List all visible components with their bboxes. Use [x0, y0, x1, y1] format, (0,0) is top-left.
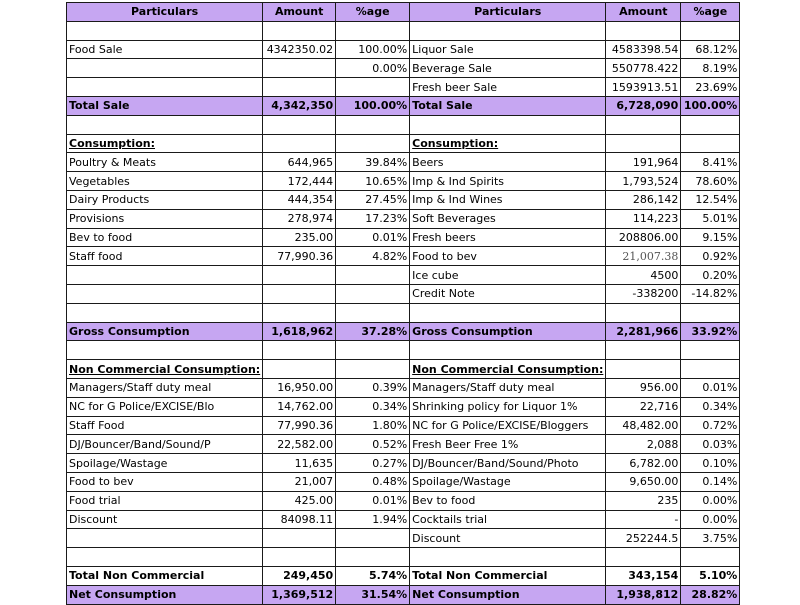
cell-right-particulars[interactable]: Cocktails trial: [410, 510, 606, 529]
cell-right-particulars[interactable]: Liquor Sale: [410, 40, 606, 59]
cell-right-amount[interactable]: 6,782.00: [606, 454, 681, 473]
cell-left-particulars[interactable]: Provisions: [67, 209, 263, 228]
cell-right-percentage[interactable]: [681, 548, 740, 567]
cell-left-amount[interactable]: 235.00: [263, 228, 336, 247]
cell-right-percentage[interactable]: 8.41%: [681, 153, 740, 172]
cell-left-particulars[interactable]: Consumption:: [67, 134, 263, 153]
cell-left-amount[interactable]: 22,582.00: [263, 435, 336, 454]
cell-left-percentage[interactable]: [336, 303, 410, 322]
cell-right-percentage[interactable]: 28.82%: [681, 585, 740, 604]
cell-left-percentage[interactable]: 37.28%: [336, 322, 410, 341]
cell-right-percentage[interactable]: [681, 341, 740, 360]
cell-left-amount[interactable]: 644,965: [263, 153, 336, 172]
cell-left-percentage[interactable]: [336, 115, 410, 134]
table-row: [67, 228, 740, 247]
cell-right-particulars[interactable]: Discount: [410, 529, 606, 548]
cell-left-amount[interactable]: 1,369,512: [263, 585, 336, 604]
report-table-body: [67, 3, 740, 605]
cell-right-amount[interactable]: 22,716: [606, 397, 681, 416]
table-row: [67, 510, 740, 529]
table-row: [67, 284, 740, 303]
cell-left-particulars[interactable]: Food to bev: [67, 472, 263, 491]
section-row: [67, 360, 740, 379]
cell-right-amount[interactable]: 235: [606, 491, 681, 510]
cell-right-amount[interactable]: 6,728,090: [606, 96, 681, 115]
cell-left-amount[interactable]: [263, 284, 336, 303]
cell-left-percentage[interactable]: [336, 21, 410, 40]
cell-right-particulars[interactable]: Ice cube: [410, 266, 606, 285]
cell-left-percentage[interactable]: [336, 341, 410, 360]
cell-right-percentage[interactable]: 0.72%: [681, 416, 740, 435]
cell-right-particulars[interactable]: NC for G Police/EXCISE/Bloggers: [410, 416, 606, 435]
blank-row: [67, 303, 740, 322]
cell-left-amount[interactable]: 84098.11: [263, 510, 336, 529]
blank-row: [67, 548, 740, 567]
cell-right-amount[interactable]: 4583398.54: [606, 40, 681, 59]
cell-right-percentage[interactable]: 3.75%: [681, 529, 740, 548]
cell-right-percentage[interactable]: 68.12%: [681, 40, 740, 59]
cell-left-percentage[interactable]: 0.01%: [336, 491, 410, 510]
cell-right-particulars[interactable]: Beverage Sale: [410, 59, 606, 78]
cell-right-particulars[interactable]: [410, 341, 606, 360]
header-left-particulars[interactable]: Particulars: [67, 3, 263, 22]
cell-right-amount[interactable]: 956.00: [606, 378, 681, 397]
cell-right-amount[interactable]: 114,223: [606, 209, 681, 228]
cell-right-amount[interactable]: [606, 21, 681, 40]
cell-right-percentage[interactable]: [681, 360, 740, 379]
cell-right-percentage[interactable]: [681, 134, 740, 153]
cell-right-particulars[interactable]: Managers/Staff duty meal: [410, 378, 606, 397]
cell-right-amount[interactable]: 2,281,966: [606, 322, 681, 341]
header-right-amount[interactable]: Amount: [606, 3, 681, 22]
cell-right-percentage[interactable]: 0.00%: [681, 491, 740, 510]
cell-right-percentage[interactable]: 23.69%: [681, 78, 740, 97]
cell-right-percentage[interactable]: 0.20%: [681, 266, 740, 285]
table-row: [67, 247, 740, 266]
cell-right-amount[interactable]: 343,154: [606, 566, 681, 585]
cell-right-percentage[interactable]: 5.10%: [681, 566, 740, 585]
cell-left-amount[interactable]: 14,762.00: [263, 397, 336, 416]
cell-right-particulars[interactable]: Non Commercial Consumption:: [410, 360, 606, 379]
blank-row: [67, 21, 740, 40]
cell-right-particulars[interactable]: Shrinking policy for Liquor 1%: [410, 397, 606, 416]
cell-right-particulars[interactable]: Imp & Ind Wines: [410, 190, 606, 209]
cell-right-percentage[interactable]: -14.82%: [681, 284, 740, 303]
cell-right-percentage[interactable]: 0.14%: [681, 472, 740, 491]
cell-right-particulars[interactable]: Total Non Commercial: [410, 566, 606, 585]
report-table: [66, 2, 740, 605]
cell-right-particulars[interactable]: Beers: [410, 153, 606, 172]
cell-right-amount[interactable]: [606, 134, 681, 153]
total-row: [67, 585, 740, 604]
cell-left-amount[interactable]: 16,950.00: [263, 378, 336, 397]
cell-left-percentage[interactable]: 0.48%: [336, 472, 410, 491]
cell-right-particulars[interactable]: Imp & Ind Spirits: [410, 172, 606, 191]
cell-left-amount[interactable]: [263, 529, 336, 548]
cell-right-percentage[interactable]: 0.01%: [681, 378, 740, 397]
header-row: [67, 3, 740, 22]
cell-right-amount[interactable]: 9,650.00: [606, 472, 681, 491]
section-row: [67, 134, 740, 153]
cell-left-amount[interactable]: 1,618,962: [263, 322, 336, 341]
table-row: [67, 153, 740, 172]
cell-right-percentage[interactable]: 33.92%: [681, 322, 740, 341]
cell-right-percentage[interactable]: 9.15%: [681, 228, 740, 247]
cell-left-amount[interactable]: [263, 134, 336, 153]
cell-left-percentage[interactable]: 39.84%: [336, 153, 410, 172]
table-row: [67, 59, 740, 78]
cell-right-particulars[interactable]: [410, 21, 606, 40]
table-row: [67, 566, 740, 585]
cell-left-amount[interactable]: [263, 548, 336, 567]
table-row: [67, 266, 740, 285]
cell-left-amount[interactable]: 4342350.02: [263, 40, 336, 59]
cell-right-amount[interactable]: 1,938,812: [606, 585, 681, 604]
cell-left-particulars[interactable]: Food Sale: [67, 40, 263, 59]
cell-left-amount[interactable]: 4,342,350: [263, 96, 336, 115]
cell-left-percentage[interactable]: 5.74%: [336, 566, 410, 585]
table-row: [67, 435, 740, 454]
cell-left-amount[interactable]: 11,635: [263, 454, 336, 473]
cell-left-amount[interactable]: 249,450: [263, 566, 336, 585]
cell-left-percentage[interactable]: 0.34%: [336, 397, 410, 416]
cell-right-particulars[interactable]: Spoilage/Wastage: [410, 472, 606, 491]
cell-right-amount[interactable]: 48,482.00: [606, 416, 681, 435]
cell-left-percentage[interactable]: 100.00%: [336, 40, 410, 59]
cell-right-percentage[interactable]: 0.92%: [681, 247, 740, 266]
cell-left-particulars[interactable]: Total Sale: [67, 96, 263, 115]
table-row: [67, 491, 740, 510]
cell-right-particulars[interactable]: [410, 548, 606, 567]
header-left-percentage[interactable]: %age: [336, 3, 410, 22]
cell-right-amount[interactable]: 2,088: [606, 435, 681, 454]
cell-right-amount[interactable]: [606, 548, 681, 567]
table-row: [67, 378, 740, 397]
cell-left-amount[interactable]: 278,974: [263, 209, 336, 228]
cell-left-percentage[interactable]: 0.01%: [336, 228, 410, 247]
cell-left-particulars[interactable]: DJ/Bouncer/Band/Sound/P: [67, 435, 263, 454]
cell-left-amount[interactable]: [263, 266, 336, 285]
cell-left-amount[interactable]: 77,990.36: [263, 416, 336, 435]
cell-left-amount[interactable]: 21,007: [263, 472, 336, 491]
cell-left-percentage[interactable]: [336, 134, 410, 153]
cell-left-particulars[interactable]: Food trial: [67, 491, 263, 510]
table-row: [67, 40, 740, 59]
cell-left-percentage[interactable]: [336, 266, 410, 285]
cell-left-percentage[interactable]: 27.45%: [336, 190, 410, 209]
cell-right-percentage[interactable]: 5.01%: [681, 209, 740, 228]
cell-left-percentage[interactable]: 31.54%: [336, 585, 410, 604]
table-row: [67, 454, 740, 473]
cell-left-amount[interactable]: [263, 341, 336, 360]
table-row: [67, 416, 740, 435]
cell-left-particulars[interactable]: [67, 21, 263, 40]
cell-left-percentage[interactable]: [336, 529, 410, 548]
header-left-amount[interactable]: Amount: [263, 3, 336, 22]
cell-right-amount[interactable]: -: [606, 510, 681, 529]
cell-left-percentage[interactable]: 10.65%: [336, 172, 410, 191]
cell-right-particulars[interactable]: [410, 115, 606, 134]
cell-right-percentage[interactable]: 0.34%: [681, 397, 740, 416]
cell-right-particulars[interactable]: Fresh Beer Free 1%: [410, 435, 606, 454]
cell-right-percentage[interactable]: 0.00%: [681, 510, 740, 529]
cell-left-amount[interactable]: [263, 360, 336, 379]
cell-left-particulars[interactable]: [67, 78, 263, 97]
cell-left-particulars[interactable]: [67, 284, 263, 303]
cell-right-amount[interactable]: 208806.00: [606, 228, 681, 247]
cell-right-amount[interactable]: 21,007.38: [606, 247, 681, 266]
table-row: [67, 397, 740, 416]
table-row: [67, 190, 740, 209]
cell-left-amount[interactable]: [263, 21, 336, 40]
cell-left-percentage[interactable]: 4.82%: [336, 247, 410, 266]
table-row: [67, 209, 740, 228]
cell-right-amount[interactable]: [606, 303, 681, 322]
cell-left-particulars[interactable]: [67, 266, 263, 285]
cell-right-percentage[interactable]: 0.10%: [681, 454, 740, 473]
cell-left-particulars[interactable]: Vegetables: [67, 172, 263, 191]
blank-row: [67, 115, 740, 134]
cell-right-particulars[interactable]: Consumption:: [410, 134, 606, 153]
cell-right-particulars[interactable]: Total Sale: [410, 96, 606, 115]
cell-right-particulars[interactable]: Food to bev: [410, 247, 606, 266]
cell-right-amount[interactable]: 4500: [606, 266, 681, 285]
cell-right-percentage[interactable]: 100.00%: [681, 96, 740, 115]
cell-left-amount[interactable]: [263, 303, 336, 322]
cell-left-amount[interactable]: 77,990.36: [263, 247, 336, 266]
cell-right-amount[interactable]: 1593913.51: [606, 78, 681, 97]
cell-left-particulars[interactable]: Managers/Staff duty meal: [67, 378, 263, 397]
cell-right-amount[interactable]: [606, 360, 681, 379]
cell-left-percentage[interactable]: 0.39%: [336, 378, 410, 397]
cell-left-percentage[interactable]: 1.94%: [336, 510, 410, 529]
cell-left-particulars[interactable]: Dairy Products: [67, 190, 263, 209]
cell-right-particulars[interactable]: Credit Note: [410, 284, 606, 303]
cell-left-particulars[interactable]: Net Consumption: [67, 585, 263, 604]
cell-right-percentage[interactable]: [681, 21, 740, 40]
cell-left-particulars[interactable]: Poultry & Meats: [67, 153, 263, 172]
cell-left-amount[interactable]: 172,444: [263, 172, 336, 191]
cell-right-percentage[interactable]: [681, 303, 740, 322]
cell-left-particulars[interactable]: [67, 59, 263, 78]
table-row: [67, 78, 740, 97]
cell-right-particulars[interactable]: Gross Consumption: [410, 322, 606, 341]
cell-right-particulars[interactable]: Fresh beers: [410, 228, 606, 247]
cell-left-percentage[interactable]: 0.00%: [336, 59, 410, 78]
cell-right-amount[interactable]: [606, 115, 681, 134]
cell-right-particulars[interactable]: Soft Beverages: [410, 209, 606, 228]
cell-right-amount[interactable]: 550778.422: [606, 59, 681, 78]
cell-right-amount[interactable]: 1,793,524: [606, 172, 681, 191]
table-row: [67, 172, 740, 191]
cell-left-particulars[interactable]: [67, 529, 263, 548]
table-row: [67, 472, 740, 491]
cell-left-percentage[interactable]: 0.27%: [336, 454, 410, 473]
cell-left-percentage[interactable]: [336, 548, 410, 567]
cell-right-amount[interactable]: -338200: [606, 284, 681, 303]
cell-left-particulars[interactable]: NC for G Police/EXCISE/Blo: [67, 397, 263, 416]
cell-left-particulars[interactable]: Staff Food: [67, 416, 263, 435]
table-row: [67, 529, 740, 548]
cell-left-particulars[interactable]: [67, 548, 263, 567]
cell-left-particulars[interactable]: [67, 115, 263, 134]
total-row: [67, 96, 740, 115]
cell-left-percentage[interactable]: 17.23%: [336, 209, 410, 228]
header-right-percentage[interactable]: %age: [681, 3, 740, 22]
cell-right-amount[interactable]: [606, 341, 681, 360]
cell-left-percentage[interactable]: 1.80%: [336, 416, 410, 435]
blank-row: [67, 341, 740, 360]
cell-left-percentage[interactable]: 100.00%: [336, 96, 410, 115]
cell-left-percentage[interactable]: [336, 360, 410, 379]
cell-right-percentage[interactable]: 78.60%: [681, 172, 740, 191]
cell-right-particulars[interactable]: Fresh beer Sale: [410, 78, 606, 97]
cell-left-amount[interactable]: 444,354: [263, 190, 336, 209]
cell-right-amount[interactable]: 286,142: [606, 190, 681, 209]
cell-left-percentage[interactable]: [336, 284, 410, 303]
header-right-particulars[interactable]: Particulars: [410, 3, 606, 22]
cell-right-particulars[interactable]: Bev to food: [410, 491, 606, 510]
cell-left-particulars[interactable]: Gross Consumption: [67, 322, 263, 341]
cell-left-amount[interactable]: [263, 78, 336, 97]
cell-right-particulars[interactable]: DJ/Bouncer/Band/Sound/Photo: [410, 454, 606, 473]
cell-left-percentage[interactable]: 0.52%: [336, 435, 410, 454]
cell-left-particulars[interactable]: Bev to food: [67, 228, 263, 247]
cell-left-particulars[interactable]: Discount: [67, 510, 263, 529]
cell-left-particulars[interactable]: Spoilage/Wastage: [67, 454, 263, 473]
cell-left-amount[interactable]: [263, 59, 336, 78]
cell-left-particulars[interactable]: Staff food: [67, 247, 263, 266]
cell-right-percentage[interactable]: 12.54%: [681, 190, 740, 209]
cell-left-particulars[interactable]: [67, 303, 263, 322]
cell-right-percentage[interactable]: 8.19%: [681, 59, 740, 78]
cell-right-amount[interactable]: 191,964: [606, 153, 681, 172]
cell-right-percentage[interactable]: [681, 115, 740, 134]
cell-left-particulars[interactable]: Non Commercial Consumption:: [67, 360, 263, 379]
cell-right-particulars[interactable]: Net Consumption: [410, 585, 606, 604]
cell-right-percentage[interactable]: 0.03%: [681, 435, 740, 454]
cell-left-amount[interactable]: 425.00: [263, 491, 336, 510]
cell-left-amount[interactable]: [263, 115, 336, 134]
total-row: [67, 322, 740, 341]
cell-left-percentage[interactable]: [336, 78, 410, 97]
cell-left-particulars[interactable]: [67, 341, 263, 360]
cell-right-amount[interactable]: 252244.5: [606, 529, 681, 548]
cell-left-particulars[interactable]: Total Non Commercial: [67, 566, 263, 585]
cell-right-particulars[interactable]: [410, 303, 606, 322]
